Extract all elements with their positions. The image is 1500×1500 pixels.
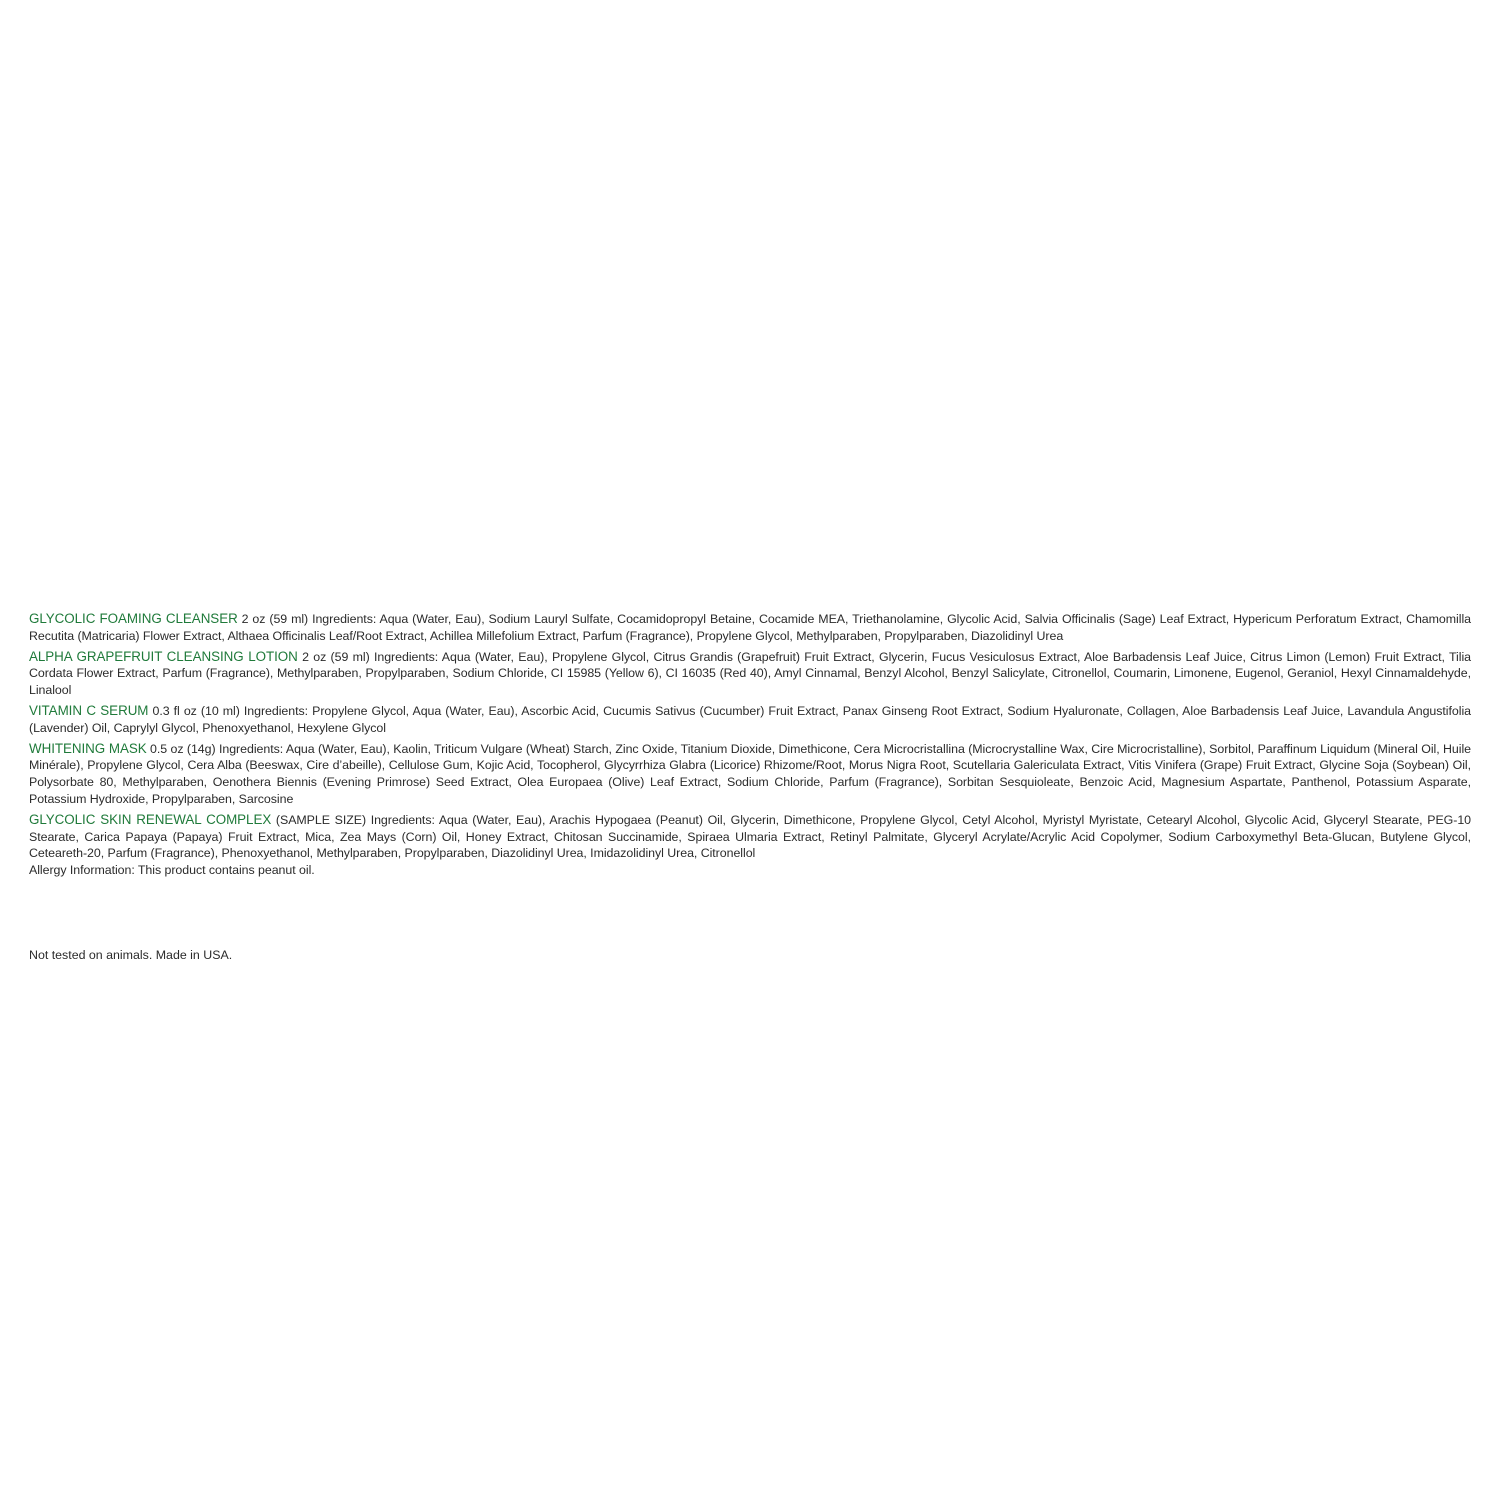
ingredients-list: Propylene Glycol, Aqua (Water, Eau), Ascorbic Acid, Cucumis Sativus (Cucumber) Fruit Extract, Panax Ginseng Root Extract, Sodium Hyaluronate, Collagen, Aloe Barbadensis Leaf Juice, Lavandula Angustifolia (Lavender) Oil, Caprylyl Glycol, Phenoxyethanol, Hexylene Glycol [29,703,1471,735]
product-name: GLYCOLIC FOAMING CLEANSER [29,611,238,626]
product-size: 0.5 oz (14g) [146,741,219,756]
product-name: WHITENING MASK [29,740,147,756]
ingredients-label: Ingredients: [243,703,309,718]
allergy-information [29,862,1471,879]
product-size: 0.3 fl oz (10 ml) [148,703,244,718]
ingredients-label: Ingredients: [370,812,435,827]
product-size: 2 oz (59 ml) [297,649,374,664]
product-name: VITAMIN C SERUM [29,702,149,718]
product-glycolic-skin-renewal-complex [29,812,1471,862]
product-name: ALPHA GRAPEFRUIT CLEANSING LOTION [29,648,298,664]
ingredients-list: Aqua (Water, Eau), Propylene Glycol, Citrus Grandis (Grapefruit) Fruit Extract, Glycerin, Fucus Vesiculosus Extract, Aloe Barbadensis Leaf Juice, Citrus Limon (Lemon) Fruit Extract, Tilia Cordata Flower Extract, Parfum (Fragrance), Methylparaben, Propylparaben, Sodium Chloride, CI 15985 (Yellow 6), CI 16035 (Red 40), Amyl Cinnamal, Benzyl Alcohol, Benzyl Salicylate, Citronellol, Coumarin, Limonene, Eugenol, Geraniol, Hexyl Cinnamaldehyde, Linalool [29,649,1471,698]
ingredients-label: Ingredients: [218,741,284,756]
product-alpha-grapefruit-cleansing-lotion [29,649,1471,699]
ingredients-label-block [29,611,1471,879]
ingredients-list: Aqua (Water, Eau), Sodium Lauryl Sulfate, Cocamidopropyl Betaine, Cocamide MEA, Triethanolamine, Glycolic Acid, Salvia Officinalis (Sage) Leaf Extract, Hypericum Perforatum Extract, Chamomilla Recutita (Matricaria) Flower Extract, Althaea Officinalis Leaf/Root Extract, Achillea Millefolium Extract, Parfum (Fragrance), Propylene Glycol, Methylparaben, Propylparaben, Diazolidinyl Urea [29,612,1471,643]
ingredients-label: Ingredients: [312,612,377,626]
product-size: (SAMPLE SIZE) [271,812,371,827]
ingredients-label: Ingredients: [373,649,439,664]
allergy-text: This product contains peanut oil. [134,863,315,878]
product-glycolic-foaming-cleanser [29,611,1471,645]
ingredients-list: Aqua (Water, Eau), Kaolin, Triticum Vulgare (Wheat) Starch, Zinc Oxide, Titanium Dioxide, Dimethicone, Cera Microcristallina (Microcrystalline Wax, Cire Microcristalline), Sorbitol, Paraffinum Liquidum (Mineral Oil, Huile Minérale), Propylene Glycol, Cera Alba (Beeswax, Cire d’abeille), Cellulose Gum, Kojic Acid, Tocopherol, Glycyrrhiza Glabra (Licorice) Rhizome/Root, Morus Nigra Root, Scutellaria Galericulata Extract, Vitis Vinifera (Grape) Fruit Extract, Glycine Soja (Soybean) Oil, Polysorbate 80, Methylparaben, Oenothera Biennis (Evening Primrose) Seed Extract, Olea Europaea (Olive) Leaf Extract, Sodium Chloride, Parfum (Fragrance), Sorbitan Sesquioleate, Benzoic Acid, Magnesium Aspartate, Panthenol, Potassium Asparate, Potassium Hydroxide, Propylparaben, Sarcosine [29,741,1472,806]
product-name: GLYCOLIC SKIN RENEWAL COMPLEX [29,811,272,827]
product-size: 2 oz (59 ml) [237,612,313,626]
product-whitening-mask [29,741,1471,808]
allergy-label: Allergy Information: [29,863,135,878]
product-vitamin-c-serum [29,703,1471,737]
ingredients-list: Aqua (Water, Eau), Arachis Hypogaea (Peanut) Oil, Glycerin, Dimethicone, Propylene Glycol, Cetyl Alcohol, Myristyl Myristate, Cetearyl Alcohol, Glycolic Acid, Glyceryl Stearate, PEG-10 Stearate, Carica Papaya (Papaya) Fruit Extract, Mica, Zea Mays (Corn) Oil, Honey Extract, Chitosan Succinamide, Spiraea Ulmaria Extract, Retinyl Palmitate, Glyceryl Acrylate/Acrylic Acid Copolymer, Sodium Carboxymethyl Beta-Glucan, Butylene Glycol, Ceteareth-20, Parfum (Fragrance), Phenoxyethanol, Methylparaben, Propylparaben, Diazolidinyl Urea, Imidazolidinyl Urea, Citronellol [29,812,1471,861]
footer-note: Not tested on animals. Made in USA. [29,948,233,962]
